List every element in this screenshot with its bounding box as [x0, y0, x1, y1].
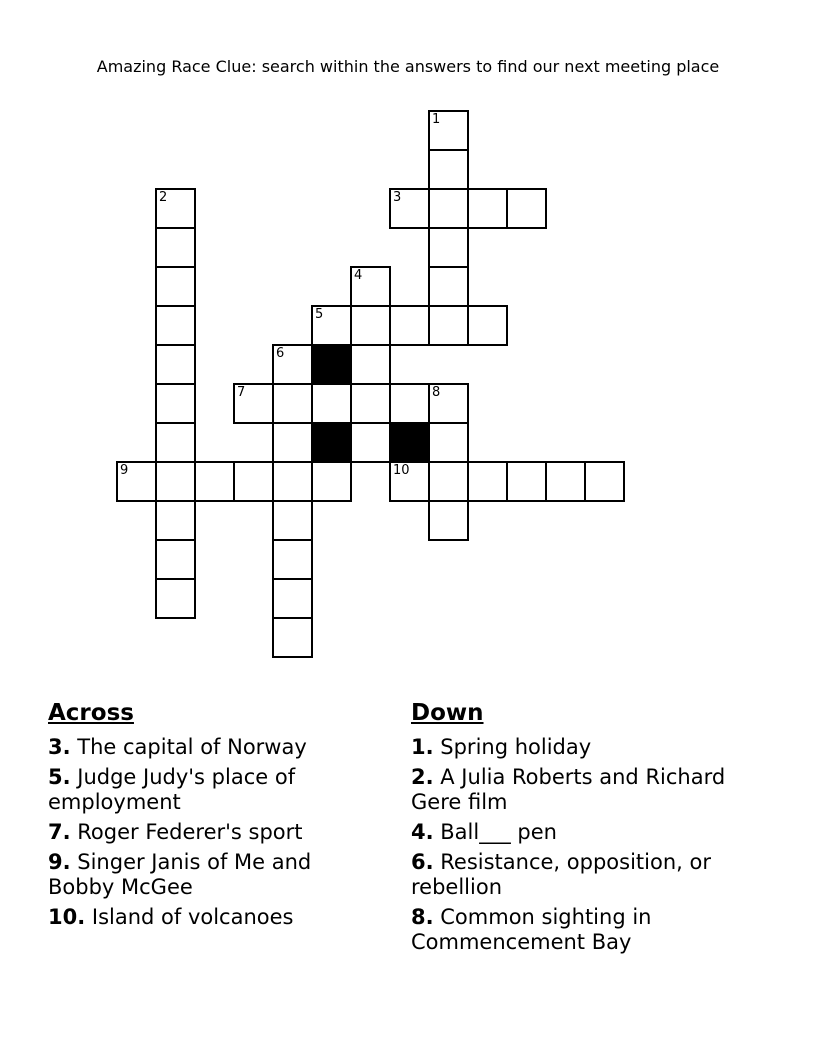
grid-cell — [467, 305, 508, 346]
clue-number: 2. — [411, 765, 434, 789]
grid-cell — [428, 305, 469, 346]
cell-number: 5 — [315, 307, 324, 322]
grid-cell — [155, 500, 196, 541]
grid-cell — [272, 422, 313, 463]
grid-cell — [194, 461, 235, 502]
grid-cell — [428, 461, 469, 502]
crossword-grid — [116, 110, 625, 658]
clue-number: 9. — [48, 850, 71, 874]
cell-number: 1 — [432, 112, 441, 127]
across-clue-list — [48, 735, 350, 930]
clue-down-1 — [411, 735, 729, 760]
cell-number: 8 — [432, 385, 441, 400]
clue-number: 1. — [411, 735, 434, 759]
grid-cell-black — [311, 344, 352, 385]
clue-text: Island of volcanoes — [85, 905, 294, 929]
cell-number: 9 — [120, 463, 129, 478]
grid-cell — [272, 500, 313, 541]
clue-number: 4. — [411, 820, 434, 844]
grid-cell — [272, 383, 313, 424]
grid-cell — [155, 266, 196, 307]
grid-cell — [155, 305, 196, 346]
grid-cell — [350, 305, 391, 346]
across-heading: Across — [48, 700, 134, 726]
cell-number: 4 — [354, 268, 363, 283]
clue-text: Singer Janis of Me and Bobby McGee — [48, 850, 312, 899]
grid-cell — [428, 383, 469, 424]
grid-cell — [467, 461, 508, 502]
grid-cell — [389, 305, 430, 346]
clue-across-9 — [48, 850, 350, 900]
grid-cell — [506, 461, 547, 502]
grid-cell — [467, 188, 508, 229]
down-clues-section — [411, 700, 729, 960]
grid-cell — [428, 188, 469, 229]
grid-cell — [350, 344, 391, 385]
clue-down-6 — [411, 850, 729, 900]
clue-text: Common sighting in Commencement Bay — [411, 905, 652, 954]
grid-cell — [155, 344, 196, 385]
cell-number: 10 — [393, 463, 410, 478]
grid-cell — [155, 188, 196, 229]
across-clues-section — [48, 700, 350, 935]
grid-cell — [545, 461, 586, 502]
clue-text: Resistance, opposition, or rebellion — [411, 850, 711, 899]
grid-cell — [350, 383, 391, 424]
grid-cell — [155, 227, 196, 268]
clue-down-2 — [411, 765, 729, 815]
grid-cell — [350, 422, 391, 463]
grid-cell — [428, 422, 469, 463]
grid-cell — [311, 461, 352, 502]
clue-across-5 — [48, 765, 350, 815]
cell-number: 6 — [276, 346, 285, 361]
grid-cell — [350, 266, 391, 307]
grid-cell — [272, 539, 313, 580]
grid-cell — [428, 227, 469, 268]
clue-across-3 — [48, 735, 350, 760]
grid-cell-black — [311, 422, 352, 463]
grid-cell — [233, 383, 274, 424]
grid-cell — [272, 344, 313, 385]
clue-across-7 — [48, 820, 350, 845]
grid-cell — [389, 383, 430, 424]
grid-cell — [428, 500, 469, 541]
grid-cell — [428, 149, 469, 190]
cell-number: 7 — [237, 385, 246, 400]
grid-cell — [155, 422, 196, 463]
clue-number: 6. — [411, 850, 434, 874]
grid-cell — [272, 617, 313, 658]
clue-across-10 — [48, 905, 350, 930]
grid-cell — [311, 305, 352, 346]
grid-cell — [155, 539, 196, 580]
grid-cell — [584, 461, 625, 502]
grid-cell — [389, 188, 430, 229]
clue-text: Ball___ pen — [433, 820, 557, 844]
clue-down-8 — [411, 905, 729, 955]
puzzle-title: Amazing Race Clue: search within the answers to find our next meeting place — [96, 57, 720, 76]
clue-text: Spring holiday — [433, 735, 592, 759]
grid-cell — [272, 578, 313, 619]
clue-text: Roger Federer's sport — [70, 820, 303, 844]
clue-number: 3. — [48, 735, 71, 759]
clue-text: The capital of Norway — [70, 735, 307, 759]
grid-cell — [155, 383, 196, 424]
clue-number: 7. — [48, 820, 71, 844]
grid-cell — [428, 110, 469, 151]
grid-cell — [233, 461, 274, 502]
clue-down-4 — [411, 820, 729, 845]
clue-number: 10. — [48, 905, 86, 929]
grid-cell — [155, 461, 196, 502]
grid-cell — [311, 383, 352, 424]
clue-text: A Julia Roberts and Richard Gere film — [411, 765, 726, 814]
grid-cell — [155, 578, 196, 619]
cell-number: 2 — [159, 190, 168, 205]
grid-cell — [389, 461, 430, 502]
grid-cell-black — [389, 422, 430, 463]
down-heading: Down — [411, 700, 484, 726]
clue-number: 8. — [411, 905, 434, 929]
grid-cell — [116, 461, 157, 502]
grid-cell — [428, 266, 469, 307]
grid-cell — [272, 461, 313, 502]
clue-text: Judge Judy's place of employment — [48, 765, 296, 814]
clue-number: 5. — [48, 765, 71, 789]
down-clue-list — [411, 735, 729, 955]
cell-number: 3 — [393, 190, 402, 205]
grid-cell — [506, 188, 547, 229]
